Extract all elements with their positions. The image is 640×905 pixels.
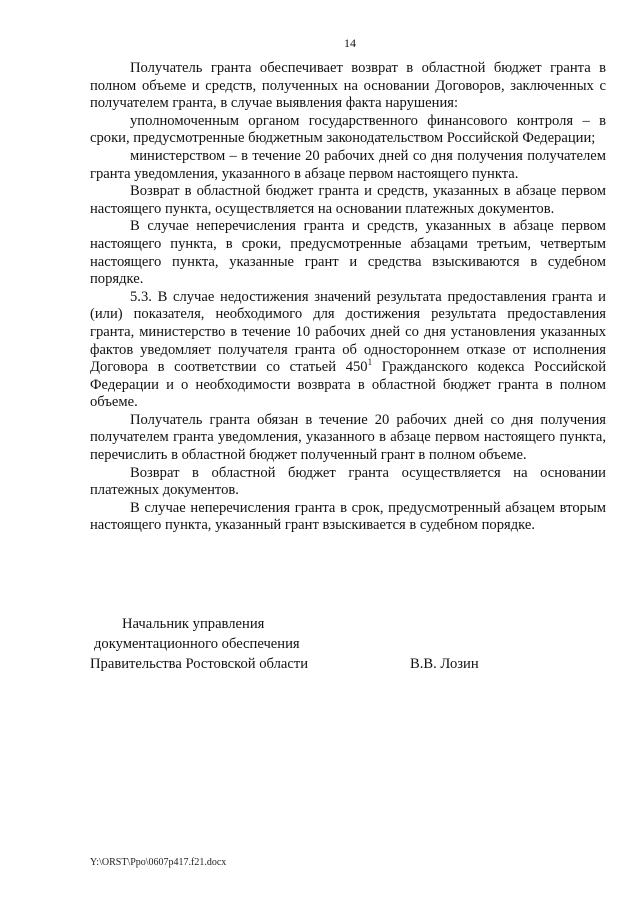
page-number: 14 — [344, 36, 356, 50]
signature-block — [90, 614, 606, 674]
paragraph: Получатель гранта обязан в течение 20 рабочих дней со дня получения получателем гранта уведомления, указанного в абзаце первом настоящего пункта, перечислить в областной бюджет полученный грант в полном объеме. — [90, 411, 606, 464]
file-path-footer: Y:\ORST\Ppo\0607p417.f21.docx — [90, 857, 227, 868]
paragraph-5-3 — [90, 289, 606, 412]
paragraph: министерством – в течение 20 рабочих дней со дня получения получателем гранта уведомления, указанного в абзаце первом настоящего пункта. — [90, 147, 606, 182]
signature-title-line-3: Правительства Ростовской области — [90, 656, 309, 672]
signature-title-line-1: Начальник управления — [122, 616, 265, 632]
paragraph: уполномоченным органом государственного финансового контроля – в сроки, предусмотренные бюджетным законодательством Российской Федерации; — [90, 112, 606, 147]
paragraph: Получатель гранта обеспечивает возврат в областной бюджет гранта в полном объеме и средств, полученных на основании Договоров, заключенных с получателем гранта, в случае выявления факта нарушения: — [90, 60, 606, 112]
paragraph-text: Гражданского кодекса Российской Федерации и о необходимости возврата в областной бюджет гранта в полном объеме. — [90, 359, 607, 411]
signatory-name: В.В. Лозин — [410, 656, 479, 672]
paragraph: В случае неперечисления гранта в срок, предусмотренный абзацем вторым настоящего пункта, указанный грант взыскивается в судебном порядке. — [90, 499, 606, 534]
superscript: 1 — [367, 357, 373, 368]
document-body — [90, 60, 606, 535]
signature-title-line-2: документационного обеспечения — [94, 636, 300, 652]
paragraph: Возврат в областной бюджет гранта и средств, указанных в абзаце первом настоящего пункта, осуществляется на основании платежных документов. — [90, 183, 606, 217]
paragraph-text: 5.3. В случае недостижения значений результата предоставления гранта и (или) показателя, необходимого для достижения результата предоставления гранта, министерство в течение 10 рабочих дней со дня установления указанных фактов уведомляет получателя гранта об одностороннем отказе от исполнения Договора в соответствии со статьей 450 — [90, 288, 606, 376]
paragraph: В случае неперечисления гранта и средств, указанных в абзаце первом настоящего пункта, в сроки, предусмотренные абзацами третьим, четвертым настоящего пункта, указанные грант и средства взыскиваются в судебном порядке. — [90, 218, 606, 288]
paragraph: Возврат в областной бюджет гранта осуществляется на основании платежных документов. — [90, 464, 606, 499]
